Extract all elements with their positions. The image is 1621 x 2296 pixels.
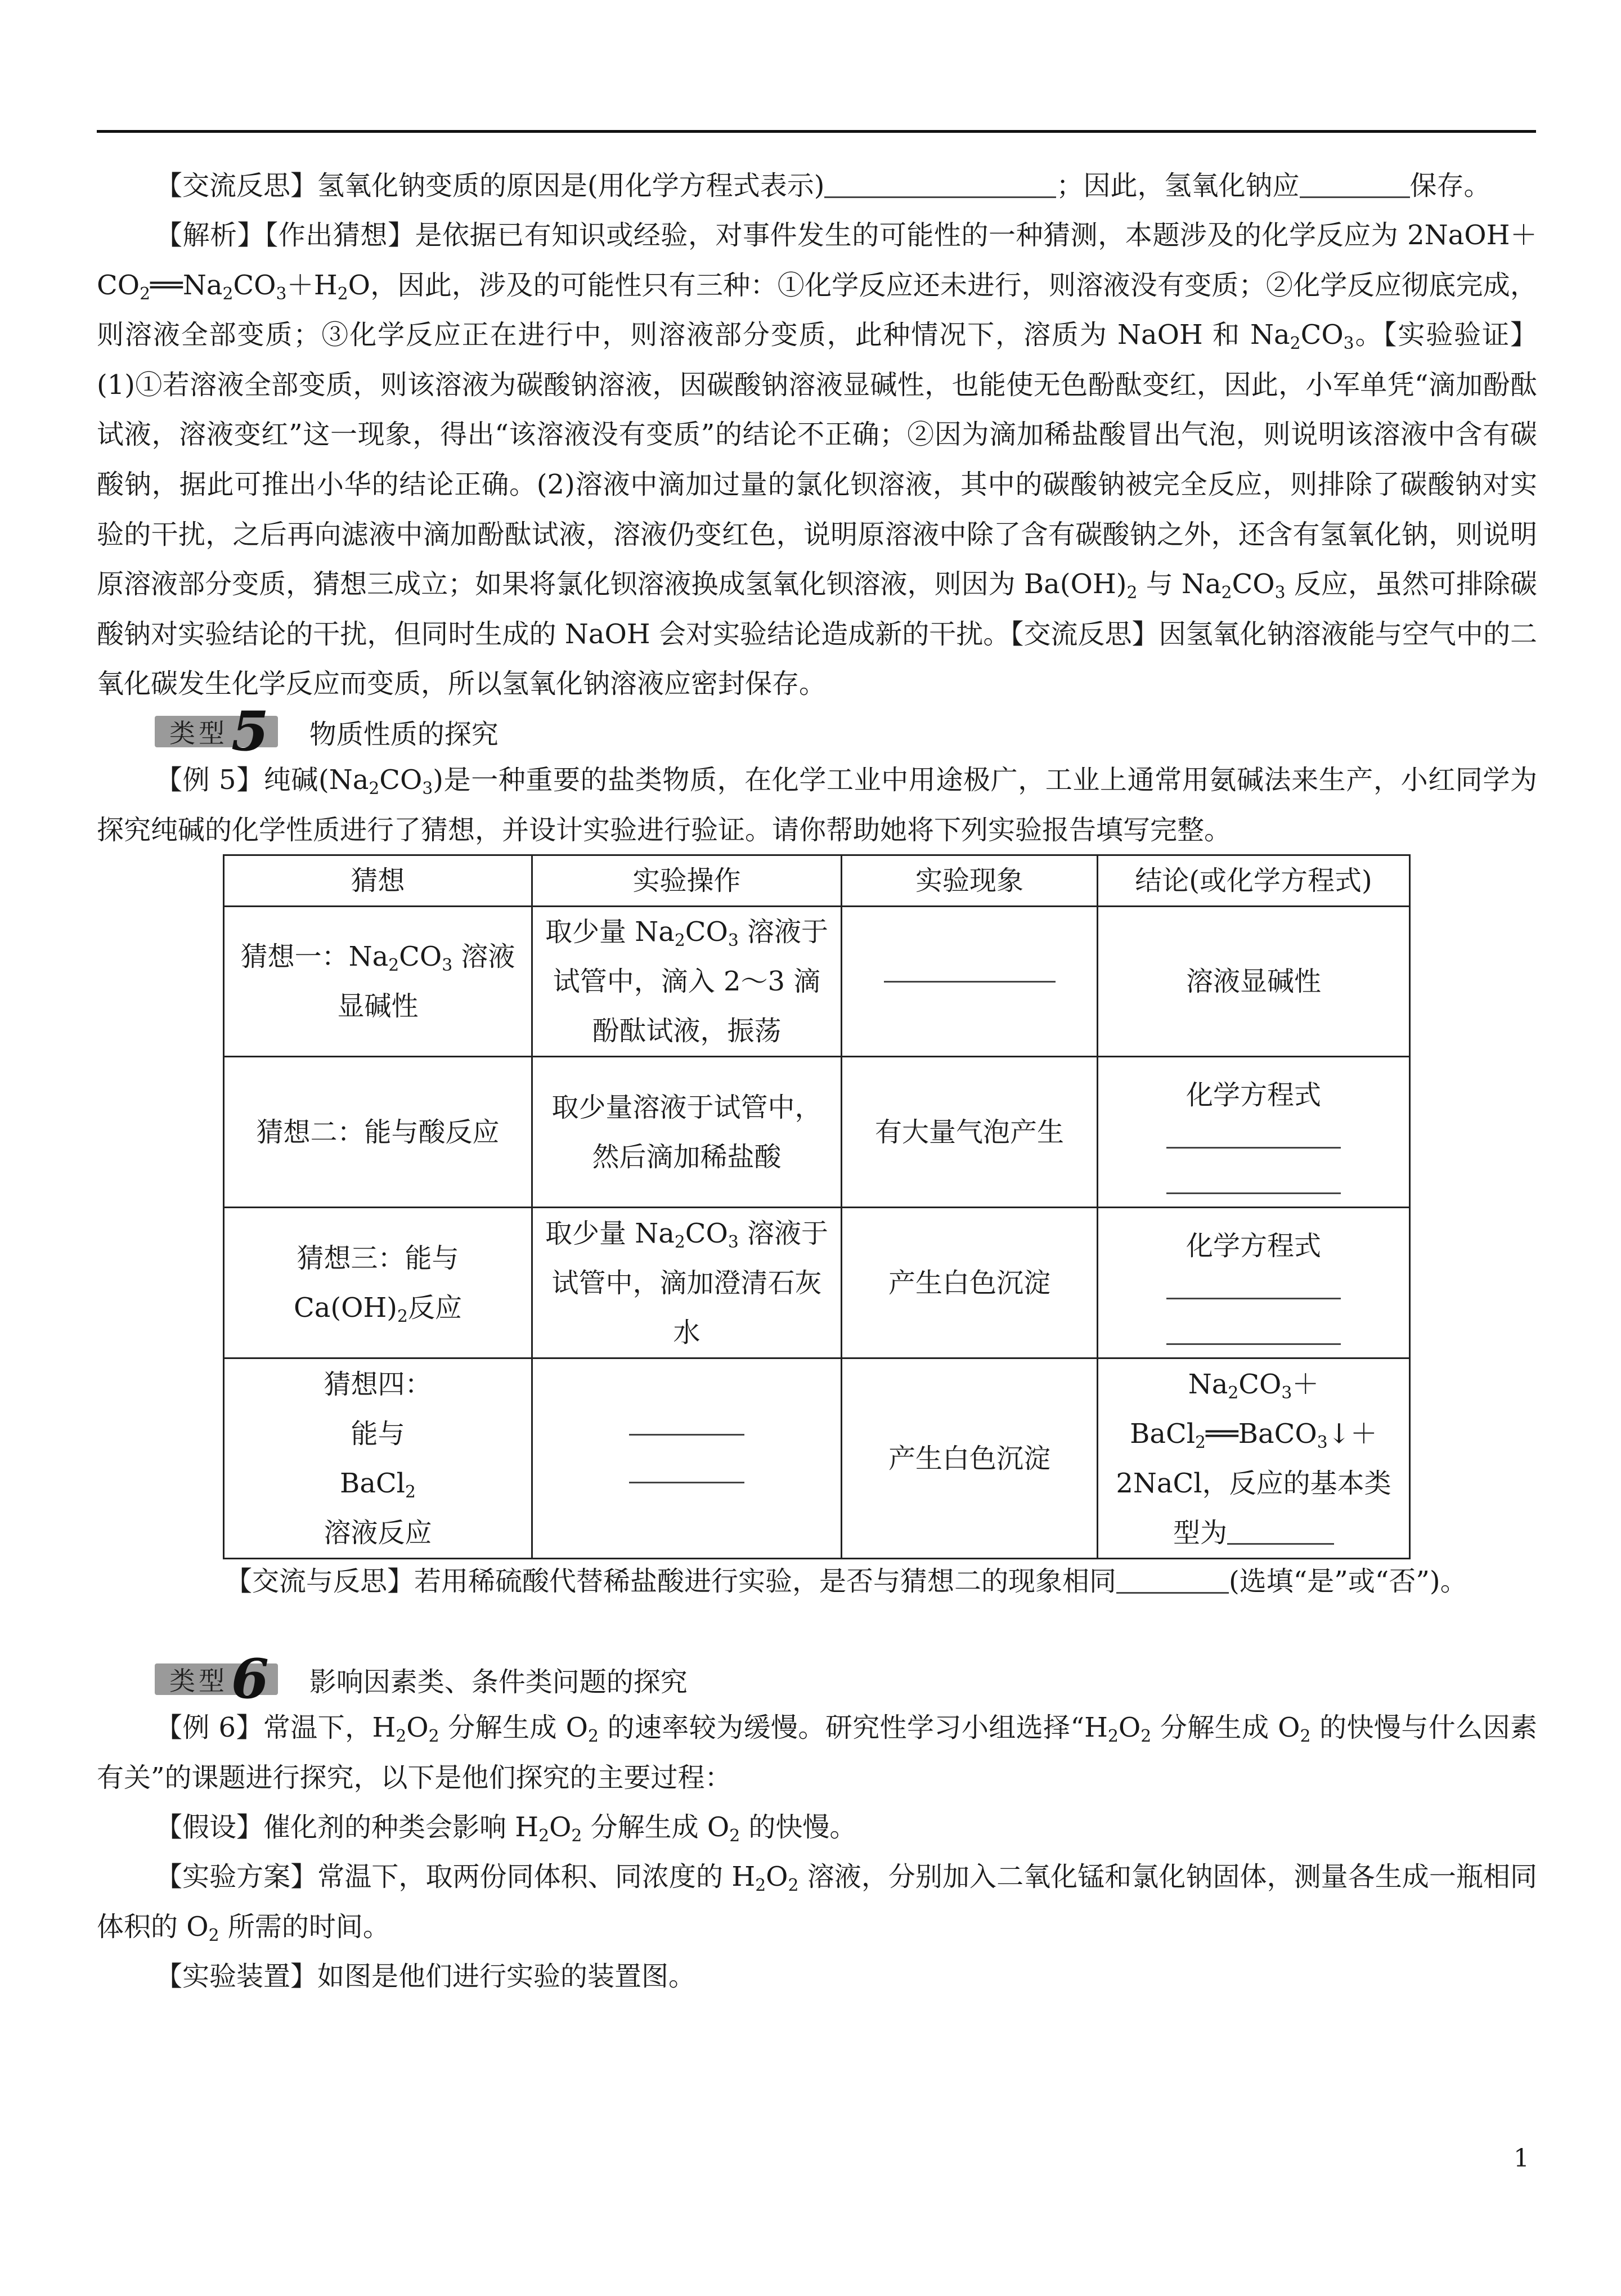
table-header-row bbox=[224, 855, 1410, 907]
page-number: 1 bbox=[1514, 2144, 1529, 2173]
type-badge: 类型 5 bbox=[155, 716, 278, 747]
column-header: 实验操作 bbox=[532, 855, 842, 907]
operation-cell: 取少量 $Na_2CO_3$ 溶液于试管中，滴加澄清石灰水 bbox=[532, 1208, 842, 1358]
section-title: 物质性质的探究 bbox=[309, 718, 499, 750]
analysis-paragraph: 【解析】【作出猜想】是依据已有知识或经验，对事件发生的可能性的一种猜测，本题涉及的化学反应为 $2NaOH+CO_2══Na_2CO_3+H_2O$，因此，涉及的可能性只有三种：①化学反应还未进行，则溶液没有变质；②化学反应彻底完成，则溶液全部变质；③化学反应正在进行中，则溶液部分变质，此种情况下，溶质为 NaOH 和 $Na_2CO_3$。【实验验证】(1)①若溶液全部变质，则该溶液为碳酸钠溶液，因碳酸钠溶液显碱性，也能使无色酚酞变红，因此，小军单凭“滴加酚酞试液，溶液变红”这一现象，得出“该溶液没有变质”的结论不正确；②因为滴加稀盐酸冒出气泡，则说明该溶液中含有碳酸钠，据此可推出小华的结论正确。(2)溶液中滴加过量的氯化钡溶液，其中的碳酸钠被完全反应，则排除了碳酸钠对实验的干扰，之后再向滤液中滴加酚酞试液，溶液仍变红色，说明原溶液中除了含有碳酸钠之外，还含有氢氧化钠，则说明原溶液部分变质，猜想三成立；如果将氯化钡溶液换成氢氧化钡溶液，则因为 $Ba(OH)_2$ 与 $Na_2CO_3$ 反应，虽然可排除碳酸钠对实验结论的干扰，但同时生成的 NaOH 会对实验结论造成新的干扰。【交流反思】因氢氧化钠溶液能与空气中的二氧化碳发生化学反应而变质，所以氢氧化钠溶液应密封保存。 bbox=[97, 219, 1537, 700]
conclusion-cell: 化学方程式 bbox=[1098, 1057, 1410, 1208]
hypothesis-cell: 猜想四： 能与 BaCl$_2$ 溶液反应 bbox=[224, 1358, 532, 1559]
example5-paragraph: 【例 5】纯碱$(Na_2CO_3)$是一种重要的盐类物质，在化学工业中用途极广，工业上通常用氨碱法来生产，小红同学为探究纯碱的化学性质进行了猜想，并设计实验进行验证。请你帮助她将下列实验报告填写完整。 bbox=[97, 764, 1537, 846]
conclusion-cell: 化学方程式 bbox=[1098, 1208, 1410, 1358]
answer-blank[interactable] bbox=[1166, 1192, 1341, 1194]
conclusion-cell: 溶液显碱性 bbox=[1098, 907, 1410, 1057]
answer-blank[interactable] bbox=[629, 1434, 744, 1436]
hypothesis-paragraph: 【假设】催化剂的种类会影响 $H_2O_2$ 分解生成 $O_2$ 的快慢。 bbox=[155, 1811, 857, 1846]
table-row bbox=[224, 1057, 1410, 1208]
answer-blank[interactable] bbox=[1166, 1147, 1341, 1149]
header-rule bbox=[97, 130, 1536, 133]
phenomenon-cell: 有大量气泡产生 bbox=[842, 1057, 1098, 1208]
section-heading-type5 bbox=[155, 699, 499, 763]
phenomenon-cell: 产生白色沉淀 bbox=[842, 1208, 1098, 1358]
hypothesis-cell: 猜想三：能与 $Ca(OH)_2$反应 bbox=[224, 1208, 532, 1358]
table-row bbox=[224, 907, 1410, 1057]
operation-cell: 取少量 $Na_2CO_3$ 溶液于试管中，滴入 2～3 滴酚酞试液，振荡 bbox=[532, 907, 842, 1057]
section-title: 影响因素类、条件类问题的探究 bbox=[309, 1666, 688, 1698]
column-header: 猜想 bbox=[224, 855, 532, 907]
answer-blank[interactable] bbox=[1166, 1343, 1341, 1345]
answer-blank[interactable] bbox=[1300, 169, 1410, 198]
answer-blank[interactable] bbox=[1116, 1565, 1229, 1594]
answer-blank[interactable] bbox=[884, 981, 1056, 983]
answer-blank[interactable] bbox=[629, 1482, 744, 1483]
hypothesis-cell: 猜想一：$Na_2CO_3$ 溶液显碱性 bbox=[224, 907, 532, 1057]
section-heading-type6 bbox=[155, 1647, 688, 1711]
hypothesis-cell: 猜想二：能与酸反应 bbox=[224, 1057, 532, 1208]
column-header: 结论(或化学方程式) bbox=[1098, 855, 1410, 907]
reflection-paragraph: 【交流反思】氢氧化钠变质的原因是(用化学方程式表示) ；因此，氢氧化钠应 保存。 bbox=[155, 170, 1491, 201]
operation-cell bbox=[532, 1358, 842, 1559]
column-header: 实验现象 bbox=[842, 855, 1098, 907]
reflection2-paragraph: 【交流与反思】若用稀硫酸代替稀盐酸进行实验，是否与猜想二的现象相同 (选填“是”或“否”)。 bbox=[225, 1566, 1467, 1597]
reflection-label: 【交流反思】 bbox=[155, 170, 318, 201]
table-row bbox=[224, 1208, 1410, 1358]
type-badge: 类型 6 bbox=[155, 1663, 278, 1695]
answer-blank[interactable] bbox=[824, 169, 1056, 198]
apparatus-paragraph: 【实验装置】如图是他们进行实验的装置图。 bbox=[155, 1961, 696, 1992]
answer-blank[interactable] bbox=[1166, 1298, 1341, 1299]
phenomenon-cell bbox=[842, 907, 1098, 1057]
experiment-report-table bbox=[223, 854, 1411, 1559]
operation-cell: 取少量溶液于试管中，然后滴加稀盐酸 bbox=[532, 1057, 842, 1208]
example6-paragraph: 【例 6】常温下，$H_2O_2$ 分解生成 $O_2$ 的速率较为缓慢。研究性学习小组选择“$H_2O_2$ 分解生成 $O_2$ 的快慢与什么因素有关”的课题进行探究，以下是他们探究的主要过程： bbox=[97, 1712, 1537, 1793]
answer-blank[interactable] bbox=[1227, 1516, 1334, 1545]
conclusion-cell: $Na_2CO_3+BaCl_2══BaCO_3↓+2NaCl$，反应的基本类型为 bbox=[1098, 1358, 1410, 1559]
plan-paragraph: 【实验方案】常温下，取两份同体积、同浓度的 $H_2O_2$ 溶液，分别加入二氧化锰和氯化钠固体，测量各生成一瓶相同体积的 $O_2$ 所需的时间。 bbox=[97, 1861, 1537, 1945]
phenomenon-cell: 产生白色沉淀 bbox=[842, 1358, 1098, 1559]
table-row bbox=[224, 1358, 1410, 1559]
